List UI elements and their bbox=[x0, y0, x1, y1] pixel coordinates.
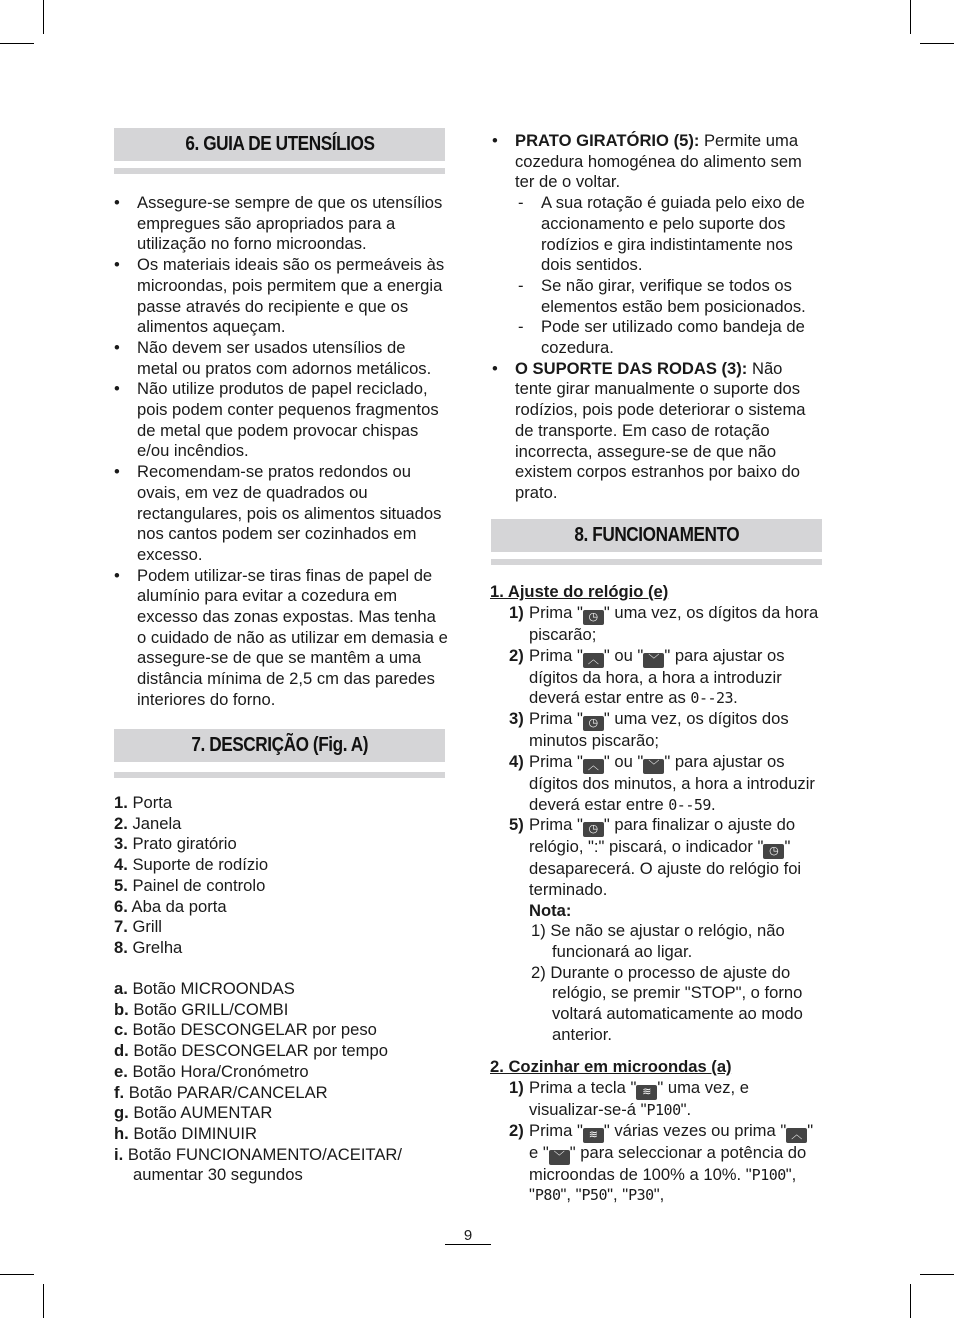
crop-mark bbox=[43, 1284, 44, 1318]
microwave-wave-icon: ≋ bbox=[583, 1128, 604, 1143]
chevron-down-icon: ﹀ bbox=[643, 653, 664, 668]
clock-icon: ◷ bbox=[583, 822, 604, 837]
list-item: • Podem utilizar-se tiras finas de papel de alumínio para evitar a cozedura em excesso das zonas expostas. Mas tenha o cuidado de não as utilizar em demasia e assegure-se de que se mantêm a uma distância mínima de 2,5 cm das paredes interiores do forno. bbox=[114, 566, 449, 711]
list-item: g. Botão AUMENTAR bbox=[114, 1103, 273, 1123]
dash-item: - Se não girar, verifique se todos os elementos estão bem posicionados. bbox=[515, 276, 822, 317]
section-6-heading bbox=[114, 128, 445, 161]
list-item: 8. Grelha bbox=[114, 937, 183, 957]
chevron-up-icon: ︿ bbox=[583, 759, 604, 774]
list-item: • Assegure-se sempre de que os utensílios empregues são apropriados para a utilização no forno microondas. bbox=[114, 193, 449, 255]
step: 3) Prima " ◷ " uma vez, os dígitos dos minutos piscarão; bbox=[509, 709, 789, 751]
list-item: c. Botão DESCONGELAR por peso bbox=[114, 1020, 377, 1040]
clock-icon: ◷ bbox=[583, 716, 604, 731]
heading-rule bbox=[114, 772, 445, 778]
list-item: • Os materiais ideais são os permeáveis às microondas, pois permitem que a energia passe através do recipiente e que os alimentos aqueçam. bbox=[114, 255, 449, 338]
utensils-list bbox=[114, 193, 449, 711]
list-item: • Não devem ser usados utensílios de metal ou pratos com adornos metálicos. bbox=[114, 338, 449, 379]
crop-mark bbox=[0, 1274, 34, 1275]
list-item: 2. Janela bbox=[114, 813, 182, 833]
clock-icon: ◷ bbox=[763, 844, 784, 859]
list-item: 1. Porta bbox=[114, 793, 173, 812]
list-item: h. Botão DIMINUIR bbox=[114, 1123, 257, 1143]
section-7-title: 7. DESCRIÇÃO (Fig. A) bbox=[191, 734, 368, 757]
crop-mark bbox=[0, 43, 34, 44]
list-item: i. Botão FUNCIONAMENTO/ACEITAR/ aumentar 30 segundos bbox=[114, 1144, 402, 1185]
components-list bbox=[492, 131, 822, 504]
step: 5) Prima " ◷ " para finalizar o ajuste do relógio, ":" piscará, o indicador " ◷ " desaparecerá. O ajuste do relógio foi terminado. Nota: 1) Se não se ajustar o relógio, não funcionará ao ligar. 2) Durante o processo de ajuste do relógio, se premir "STOP", o forno voltará automaticamente ao modo anterior. bbox=[509, 815, 819, 1045]
section-7-heading bbox=[114, 729, 445, 762]
step: 1) Prima " ◷ " uma vez, os dígitos da hora piscarão; bbox=[509, 603, 819, 644]
list-item: • Não utilize produtos de papel reciclado, pois podem conter pequenos fragmentos de metal que podem provocar chispas e/ou incêndios. bbox=[114, 379, 449, 462]
heading-rule bbox=[114, 168, 445, 174]
list-item-wheel-support: • O SUPORTE DAS RODAS (3): Não tente girar manualmente o suporte dos rodízios, pois pode deteriorar o sistema de transporte. Em caso de rotação incorrecta, assegure-se de que não existem corpos estranhos por baixo do prato. bbox=[492, 359, 822, 504]
list-item: a. Botão MICROONDAS bbox=[114, 979, 295, 998]
clock-steps bbox=[509, 603, 819, 1046]
note-label: Nota: bbox=[529, 900, 572, 920]
controls-list bbox=[114, 979, 444, 1186]
step: 2) Prima " ︿ " ou " ﹀ " para ajustar os dígitos da hora, a hora a introduzir deverá estar entre as 0--23. bbox=[509, 645, 785, 708]
list-item: b. Botão GRILL/COMBI bbox=[114, 999, 289, 1019]
chevron-up-icon: ︿ bbox=[583, 653, 604, 668]
page-number: 9 bbox=[463, 1227, 473, 1244]
crop-mark bbox=[910, 1284, 911, 1318]
microwave-steps bbox=[509, 1078, 819, 1206]
parts-list bbox=[114, 793, 444, 959]
step: 1) Prima a tecla " ≋ " uma vez, e visualizar-se-á "P100". bbox=[509, 1078, 750, 1119]
step: 2) Prima " ≋ " várias vezes ou prima " ︿ " e " ﹀ " para seleccionar a potência do microondas de 100% a 10%. "P100", "P80", "P50", "P30", bbox=[509, 1120, 814, 1205]
section-8-title: 8. FUNCIONAMENTO bbox=[574, 524, 739, 547]
note-item: 1) Se não se ajustar o relógio, não funcionará ao ligar. bbox=[531, 921, 785, 962]
section-8-heading bbox=[491, 519, 822, 552]
step: 4) Prima " ︿ " ou " ﹀ " para ajustar os dígitos dos minutos, a hora a introduzir deverá estar entre 0--59. bbox=[509, 751, 815, 814]
dash-item: - Pode ser utilizado como bandeja de cozedura. bbox=[515, 317, 822, 358]
note-item: 2) Durante o processo de ajuste do relógio, se premir "STOP", o forno voltará automaticamente ao modo anterior. bbox=[531, 962, 803, 1044]
list-item: 6. Aba da porta bbox=[114, 896, 227, 916]
chevron-down-icon: ﹀ bbox=[549, 1150, 570, 1165]
list-item: 4. Suporte de rodízio bbox=[114, 855, 269, 875]
crop-mark bbox=[920, 43, 954, 44]
list-item: f. Botão PARAR/CANCELAR bbox=[114, 1082, 328, 1102]
chevron-up-icon: ︿ bbox=[786, 1128, 807, 1143]
heading-rule bbox=[491, 559, 822, 565]
crop-mark bbox=[910, 0, 911, 34]
list-item: d. Botão DESCONGELAR por tempo bbox=[114, 1041, 388, 1061]
dash-item: - A sua rotação é guiada pelo eixo de accionamento e pelo suporte dos rodízios e gira indistintamente nos dois sentidos. bbox=[515, 193, 822, 276]
chevron-down-icon: ﹀ bbox=[643, 759, 664, 774]
list-item: 7. Grill bbox=[114, 917, 162, 937]
list-item: e. Botão Hora/Cronómetro bbox=[114, 1061, 309, 1081]
list-item: 3. Prato giratório bbox=[114, 834, 237, 854]
list-item: 5. Painel de controlo bbox=[114, 875, 266, 895]
crop-mark bbox=[43, 0, 44, 34]
page-number-rule bbox=[445, 1244, 491, 1245]
microwave-wave-icon: ≋ bbox=[636, 1085, 657, 1100]
section-6-title: 6. GUIA DE UTENSÍLIOS bbox=[184, 133, 375, 156]
clock-setting-title: 1. Ajuste do relógio (e) bbox=[490, 582, 669, 601]
microwave-cooking-title: 2. Cozinhar em microondas (a) bbox=[490, 1057, 732, 1076]
list-item: • Recomendam-se pratos redondos ou ovais, em vez de quadrados ou rectangulares, pois os alimentos situados nos cantos podem ser cozinhados em excesso. bbox=[114, 462, 449, 566]
list-item-turntable: • PRATO GIRATÓRIO (5): Permite uma cozedura homogénea do alimento sem ter de o voltar. - A sua rotação é guiada pelo eixo de accionamento e pelo suporte dos rodízios e gira indistintamente nos dois sentidos. - Se não girar, verifique se todos os elementos estão bem posicionados. - Pode ser utilizado como bandeja de cozedura. bbox=[492, 131, 822, 359]
crop-mark bbox=[920, 1274, 954, 1275]
clock-icon: ◷ bbox=[583, 610, 604, 625]
